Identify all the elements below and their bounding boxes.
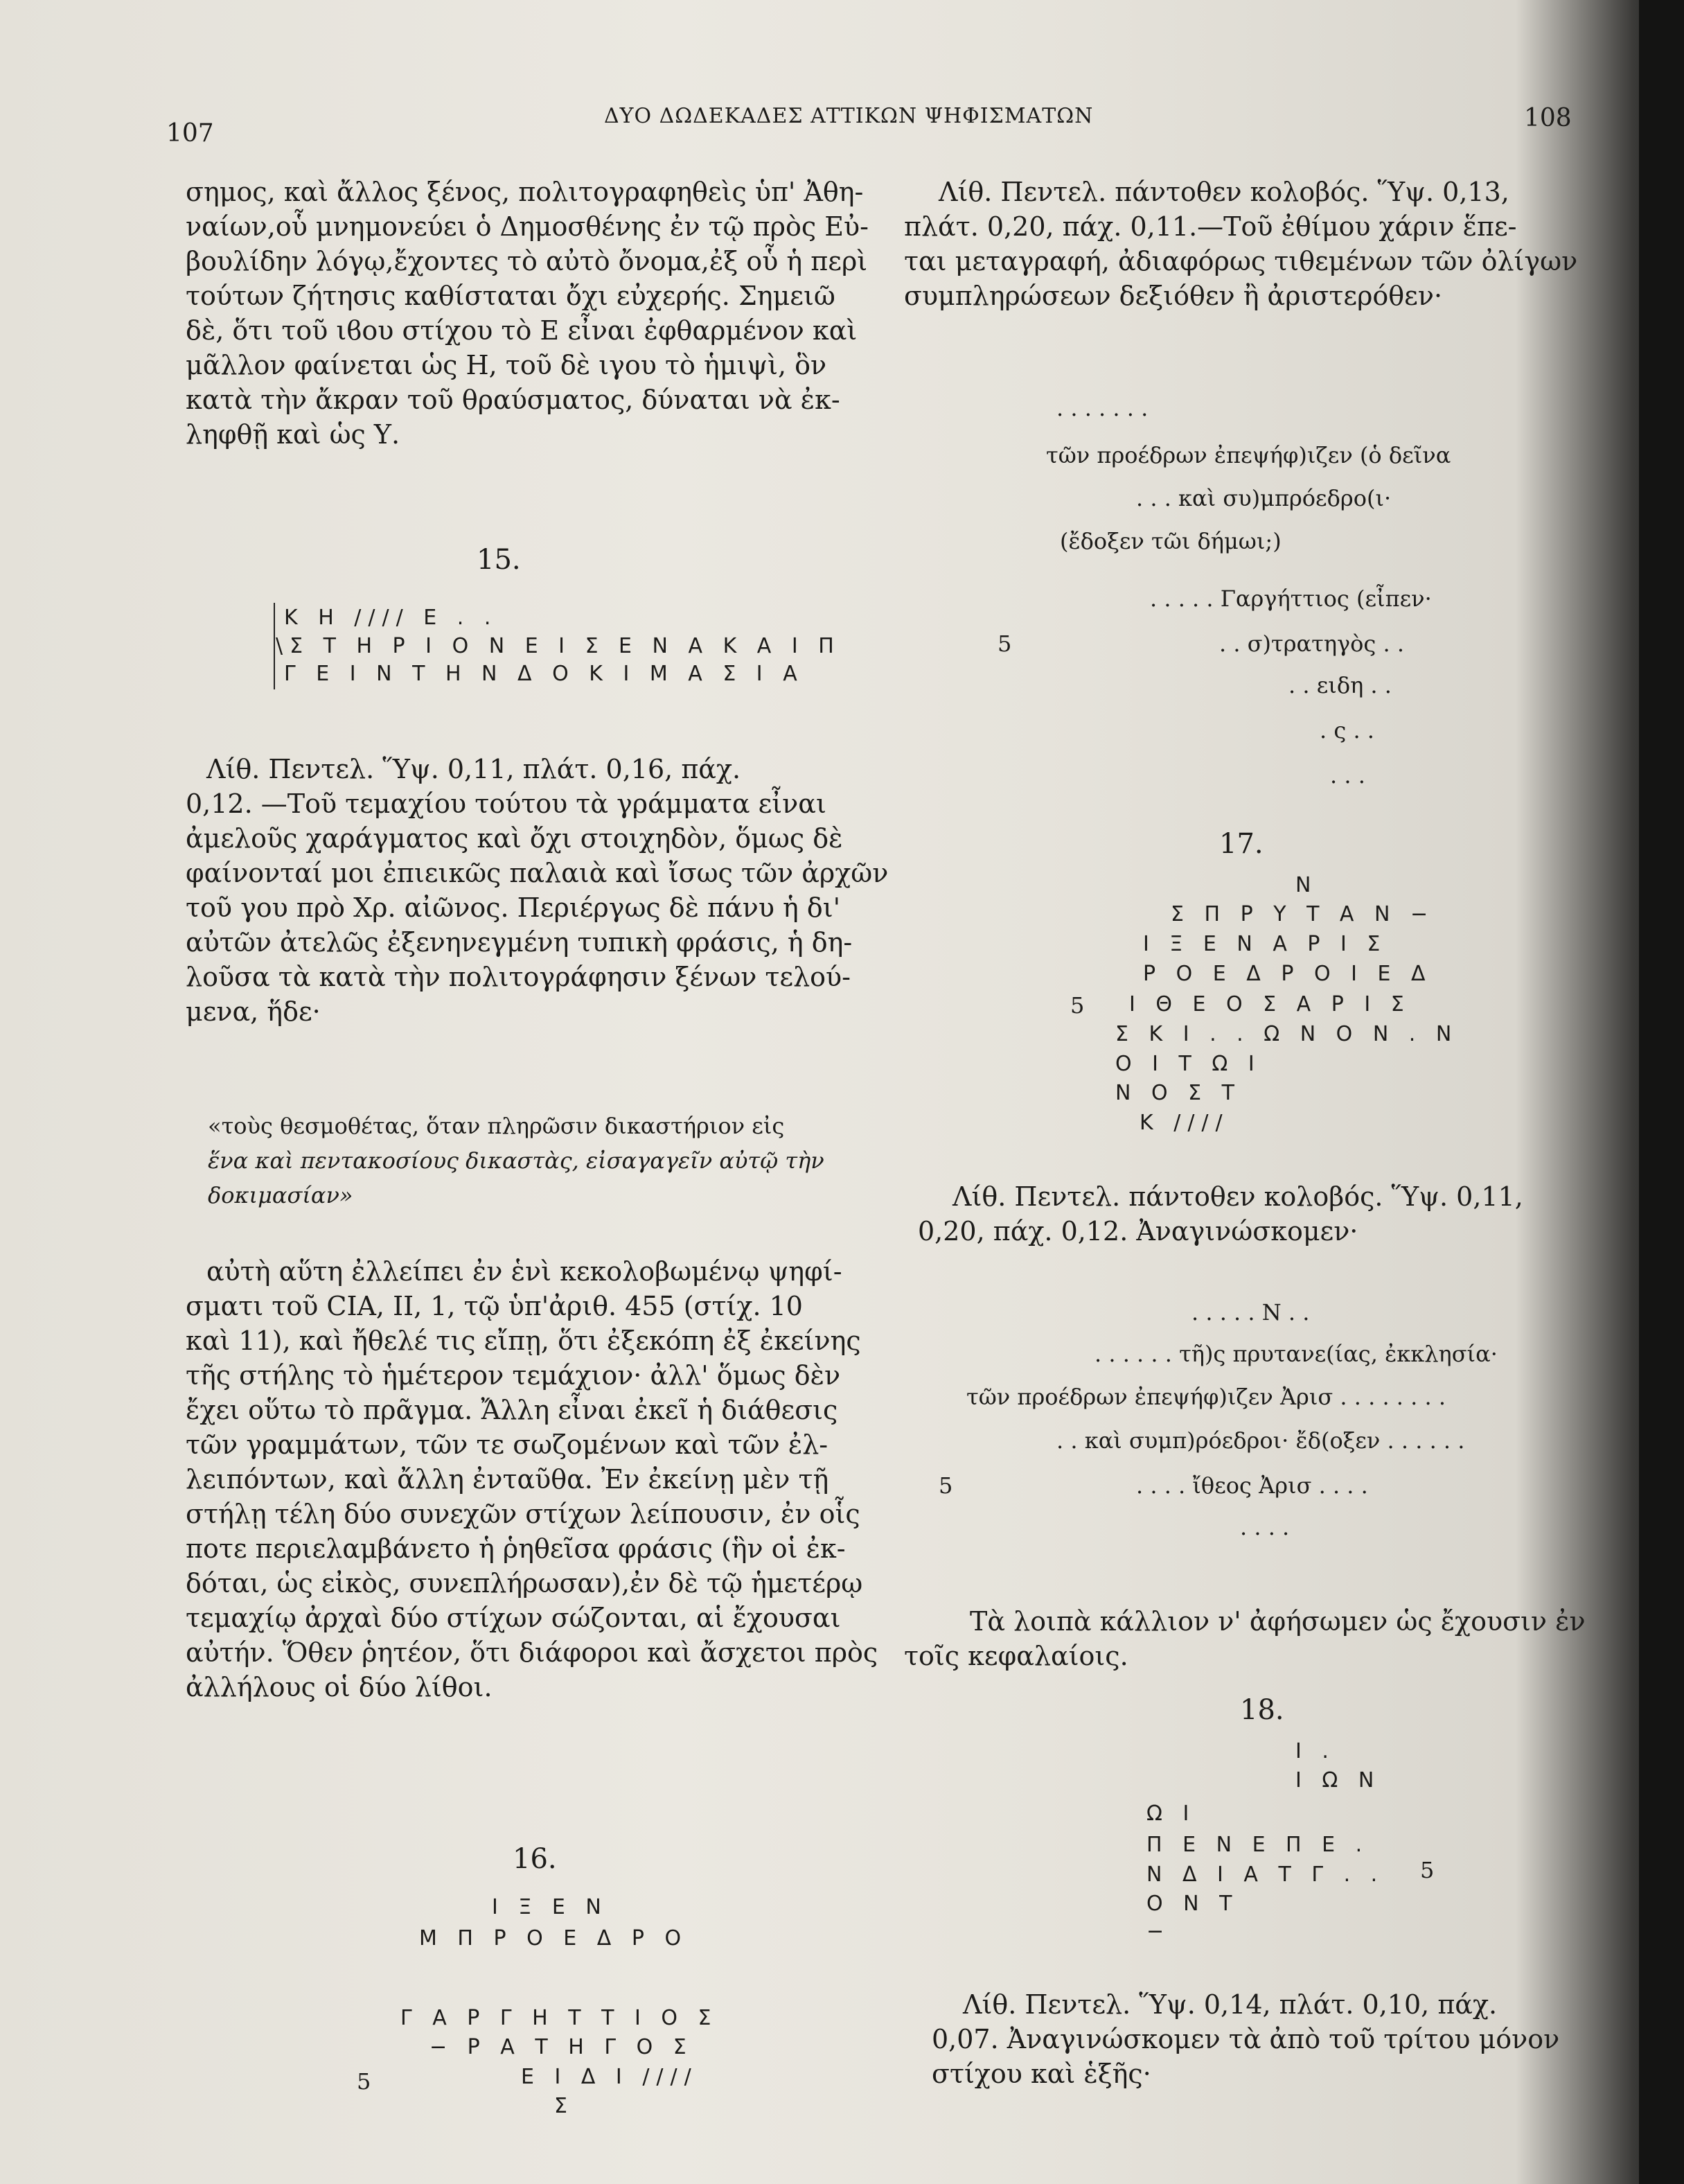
restoration-line: . . . καὶ συ)μπρόεδρο(ι· (1136, 485, 1392, 511)
line-number: 5 (939, 1472, 953, 1499)
text-line: καὶ 11), καὶ ἤθελέ τις εἴπῃ, ὅτι ἐξεκόπη ἐξ ἐκείνης (186, 1326, 861, 1356)
inscription-line: Ν Ο Σ Τ (1115, 1081, 1241, 1105)
section-number-16: 16. (513, 1843, 557, 1875)
inscription-line: Σ Κ Ι . . Ω Ν Ο Ν . Ν (1115, 1022, 1459, 1046)
text-line: κατὰ τὴν ἄκραν τοῦ θραύσματος, δύναται νὰ ἐκ- (186, 385, 840, 415)
section-number-18: 18. (1240, 1694, 1284, 1726)
text-line: σημος, καὶ ἄλλος ξένος, πολιτογραφηθεὶς ὑπ' Ἀθη- (186, 177, 864, 207)
line-number: 5 (998, 631, 1012, 657)
restoration-line: . . . . (1240, 1514, 1290, 1540)
text-line: βουλίδην λόγῳ,ἔχοντες τὸ αὐτὸ ὄνομα,ἐξ οὗ ἡ περὶ (186, 246, 868, 276)
quote-line: «τοὺς θεσμοθέτας, ὅταν πληρῶσιν δικαστήριον εἰς (208, 1113, 785, 1139)
text-line: δὲ, ὅτι τοῦ ιϐου στίχου τὸ Ε εἶναι ἐφθαρμένον καὶ (186, 315, 858, 346)
text-line: ἔχει οὕτω τὸ πρᾶγμα. Ἄλλη εἶναι ἐκεῖ ἡ διάθεσις (186, 1395, 838, 1425)
restoration-line: . . . . ἴθεος Ἀρισ . . . . (1136, 1472, 1368, 1499)
section-number-15: 15. (477, 544, 521, 576)
text-line: τῆς στήλης τὸ ἡμέτερον τεμάχιον· ἀλλ' ὅμως δὲν (186, 1360, 841, 1391)
inscription-line: Μ Π Ρ Ο Ε Δ Ρ Ο (419, 1926, 689, 1950)
text-line: 0,20, πάχ. 0,12. Ἀναγινώσκομεν· (918, 1216, 1358, 1247)
text-line: ληφθῇ καὶ ὡς Υ. (186, 419, 400, 450)
restoration-line: (ἔδοξεν τῶι δήμωι;) (1060, 528, 1282, 554)
restoration-line: τῶν προέδρων ἐπεψήφ)ιζεν Ἀρισ . . . . . . . . (966, 1384, 1446, 1410)
inscription-line: Π Ε Ν Ε Π Ε . (1146, 1833, 1370, 1857)
running-header: ΔΥΟ ΔΩΔΕΚΑΔΕΣ ΑΤΤΙΚΩΝ ΨΗΦΙΣΜΑΤΩΝ (604, 104, 1094, 128)
page-number-right: 108 (1524, 104, 1572, 132)
inscription-line: Ι Ξ Ε Ν Α Ρ Ι Σ (1143, 932, 1388, 956)
inscription-line: Γ Ε Ι Ν Τ Η Ν Δ Ο Κ Ι Μ Α Σ Ι Α (284, 662, 804, 686)
quote-line: ἕνα καὶ πεντακοσίους δικαστὰς, εἰσαγαγεῖν αὐτῷ τὴν (208, 1147, 824, 1174)
text-line: φαίνονταί μοι ἐπιεικῶς παλαιὰ καὶ ἴσως τῶν ἀρχῶν (186, 858, 889, 888)
inscription-line: Σ Π Ρ Υ Τ Α Ν − (1171, 902, 1435, 926)
book-spine-shadow (1639, 0, 1684, 2184)
inscription-line: Ω Ι (1146, 1802, 1196, 1826)
quotation (208, 1109, 824, 1213)
left-paragraph-3 (186, 1254, 878, 1705)
text-line: Λίθ. Πεντελ. πάντοθεν κολοβός. Ὕψ. 0,13, (939, 177, 1509, 207)
text-line: πλάτ. 0,20, πάχ. 0,11.—Τοῦ ἐθίμου χάριν ἕπε- (904, 211, 1517, 242)
right-paragraph-2 (904, 1179, 1523, 1249)
text-line: ποτε περιελαμβάνετο ἡ ῥηθεῖσα φράσις (ἣν οἱ ἐκ- (186, 1533, 846, 1564)
text-line: δόται, ὡς εἰκὸς, συνεπλήρωσαν),ἐν δὲ τῷ ἡμετέρῳ (186, 1568, 863, 1599)
inscription-line: − (1146, 1919, 1171, 1944)
text-line: σματι τοῦ CIA, II, 1, τῷ ὑπ'ἀριθ. 455 (στίχ. 10 (186, 1291, 803, 1321)
inscription-line: Ο Ι Τ Ω Ι (1115, 1052, 1261, 1076)
left-paragraph-2 (186, 752, 888, 1029)
restoration-line: . ς . . (1320, 717, 1374, 743)
text-line: λειπόντων, καὶ ἄλλη ἐνταῦθα. Ἐν ἐκείνῃ μὲν τῇ (186, 1464, 829, 1495)
inscription-line: Σ (554, 2094, 574, 2118)
text-line: ται μεταγραφή, ἀδιαφόρως τιθεμένων τῶν ὀλίγων (904, 246, 1578, 276)
text-line: αὐτήν. Ὅθεν ῥητέον, ὅτι διάφοροι καὶ ἄσχετοι πρὸς (186, 1637, 878, 1668)
inscription-line: − Ρ Α Τ Η Γ Ο Σ (429, 2035, 693, 2059)
right-paragraph-4 (904, 1987, 1559, 2091)
quote-line: δοκιμασίαν» (208, 1182, 353, 1208)
text-line: μενα, ἥδε· (186, 996, 321, 1027)
inscription-line: Ε Ι Δ Ι //// (521, 2065, 698, 2089)
inscription-line: Ι . (1295, 1739, 1336, 1763)
restoration-line: . . . . . Ν . . (1191, 1299, 1310, 1326)
text-line: τοῖς κεφαλαίοις. (904, 1641, 1128, 1671)
inscription-line: \Σ Τ Η Ρ Ι Ο Ν Ε Ι Σ Ε Ν Α Κ Α Ι Π (276, 634, 841, 658)
inscription-bracket (274, 603, 275, 689)
text-line: Λίθ. Πεντελ. Ὕψ. 0,11, πλάτ. 0,16, πάχ. (206, 754, 741, 784)
text-line: συμπληρώσεων δεξιόθεν ἢ ἀριστερόθεν· (904, 281, 1443, 311)
text-line: αὐτῶν ἀτελῶς ἐξενηνεγμένη τυπικὴ φράσις, ἡ δη- (186, 927, 853, 958)
text-line: τῶν γραμμάτων, τῶν τε σωζομένων καὶ τῶν ἐλ- (186, 1429, 828, 1460)
inscription-line: Ι Θ Ε Ο Σ Α Ρ Ι Σ (1129, 992, 1411, 1016)
text-line: αὐτὴ αὕτη ἐλλείπει ἐν ἑνὶ κεκολοβωμένῳ ψηφί- (206, 1256, 842, 1287)
restoration-line: τῶν προέδρων ἐπεψήφ)ιζεν (ὁ δεῖνα (1046, 442, 1451, 468)
text-line: στήλῃ τέλη δύο συνεχῶν στίχων λείπουσιν, ἐν οἷς (186, 1499, 860, 1529)
line-number: 5 (1070, 992, 1085, 1019)
inscription-line: Ι Ω Ν (1295, 1768, 1381, 1793)
inscription-line: Κ //// (1140, 1111, 1230, 1135)
restoration-line: . . καὶ συμπ)ρόεδροι· ἔδ(οξεν . . . . . . (1056, 1427, 1465, 1454)
text-line: λοῦσα τὰ κατὰ τὴν πολιτογράφησιν ξένων τελού- (186, 962, 851, 992)
inscription-line: Ν Δ Ι Α Τ Γ . . (1146, 1862, 1385, 1887)
text-line: τεμαχίῳ ἀρχαὶ δύο στίχων σώζονται, αἱ ἔχουσαι (186, 1603, 841, 1633)
restoration-line: . . . . . . . (1056, 395, 1149, 421)
text-line: Λίθ. Πεντελ. πάντοθεν κολοβός. Ὕψ. 0,11, (952, 1181, 1523, 1212)
text-line: 0,12. —Τοῦ τεμαχίου τούτου τὰ γράμματα εἶναι (186, 789, 826, 819)
inscription-line: Κ Η //// Ε . . (284, 606, 498, 630)
inscription-line: Ν (1295, 873, 1318, 897)
text-line: μᾶλλον φαίνεται ὡς Η, τοῦ δὲ ιγου τὸ ἡμιψὶ, ὃν (186, 350, 827, 380)
text-line: ἀμελοῦς χαράγματος καὶ ὄχι στοιχηδὸν, ὅμως δὲ (186, 823, 843, 854)
right-paragraph-1 (904, 175, 1577, 313)
text-line: Τὰ λοιπὰ κάλλιον ν' ἀφήσωμεν ὡς ἔχουσιν ἐν (970, 1606, 1586, 1637)
right-paragraph-3 (904, 1604, 1586, 1673)
inscription-line: Ρ Ο Ε Δ Ρ Ο Ι Ε Δ (1143, 962, 1433, 986)
inscription-line: Ο Ν Τ (1146, 1892, 1239, 1916)
section-number-17: 17. (1219, 828, 1264, 860)
restoration-line: . . . (1330, 762, 1365, 789)
text-line: τοῦ γου πρὸ Χρ. αἰῶνος. Περιέργως δὲ πάνυ ἡ δι' (186, 892, 841, 923)
text-line: τούτων ζήτησις καθίσταται ὄχι εὐχερής. Σημειῶ (186, 281, 835, 311)
restoration-line: . . σ)τρατηγὸς . . (1219, 631, 1405, 657)
text-line: 0,07. Ἀναγινώσκομεν τὰ ἀπὸ τοῦ τρίτου μόνον (932, 2024, 1560, 2054)
line-number: 5 (357, 2068, 371, 2095)
page-number-left: 107 (166, 119, 214, 148)
restoration-line: . . . . . . τῆ)ς πρυτανε(ίας, ἐκκλησία· (1094, 1341, 1498, 1367)
text-line: ἀλλήλους οἱ δύο λίθοι. (186, 1672, 493, 1702)
left-paragraph-1 (186, 175, 869, 452)
restoration-line: . . . . . Γαργήττιος (εἶπεν· (1150, 585, 1432, 612)
line-number: 5 (1420, 1857, 1435, 1883)
inscription-line: Ι Ξ Ε Ν (492, 1895, 608, 1919)
text-line: Λίθ. Πεντελ. Ὕψ. 0,14, πλάτ. 0,10, πάχ. (963, 1989, 1498, 2020)
inscription-line: Γ Α Ρ Γ Η Τ Τ Ι Ο Σ (400, 2006, 718, 2030)
text-line: στίχου καὶ ἑξῆς· (932, 2059, 1151, 2089)
text-line: ναίων,οὗ μνημονεύει ὁ Δημοσθένης ἐν τῷ πρὸς Εὐ- (186, 211, 869, 242)
restoration-line: . . ειδη . . (1288, 672, 1392, 698)
